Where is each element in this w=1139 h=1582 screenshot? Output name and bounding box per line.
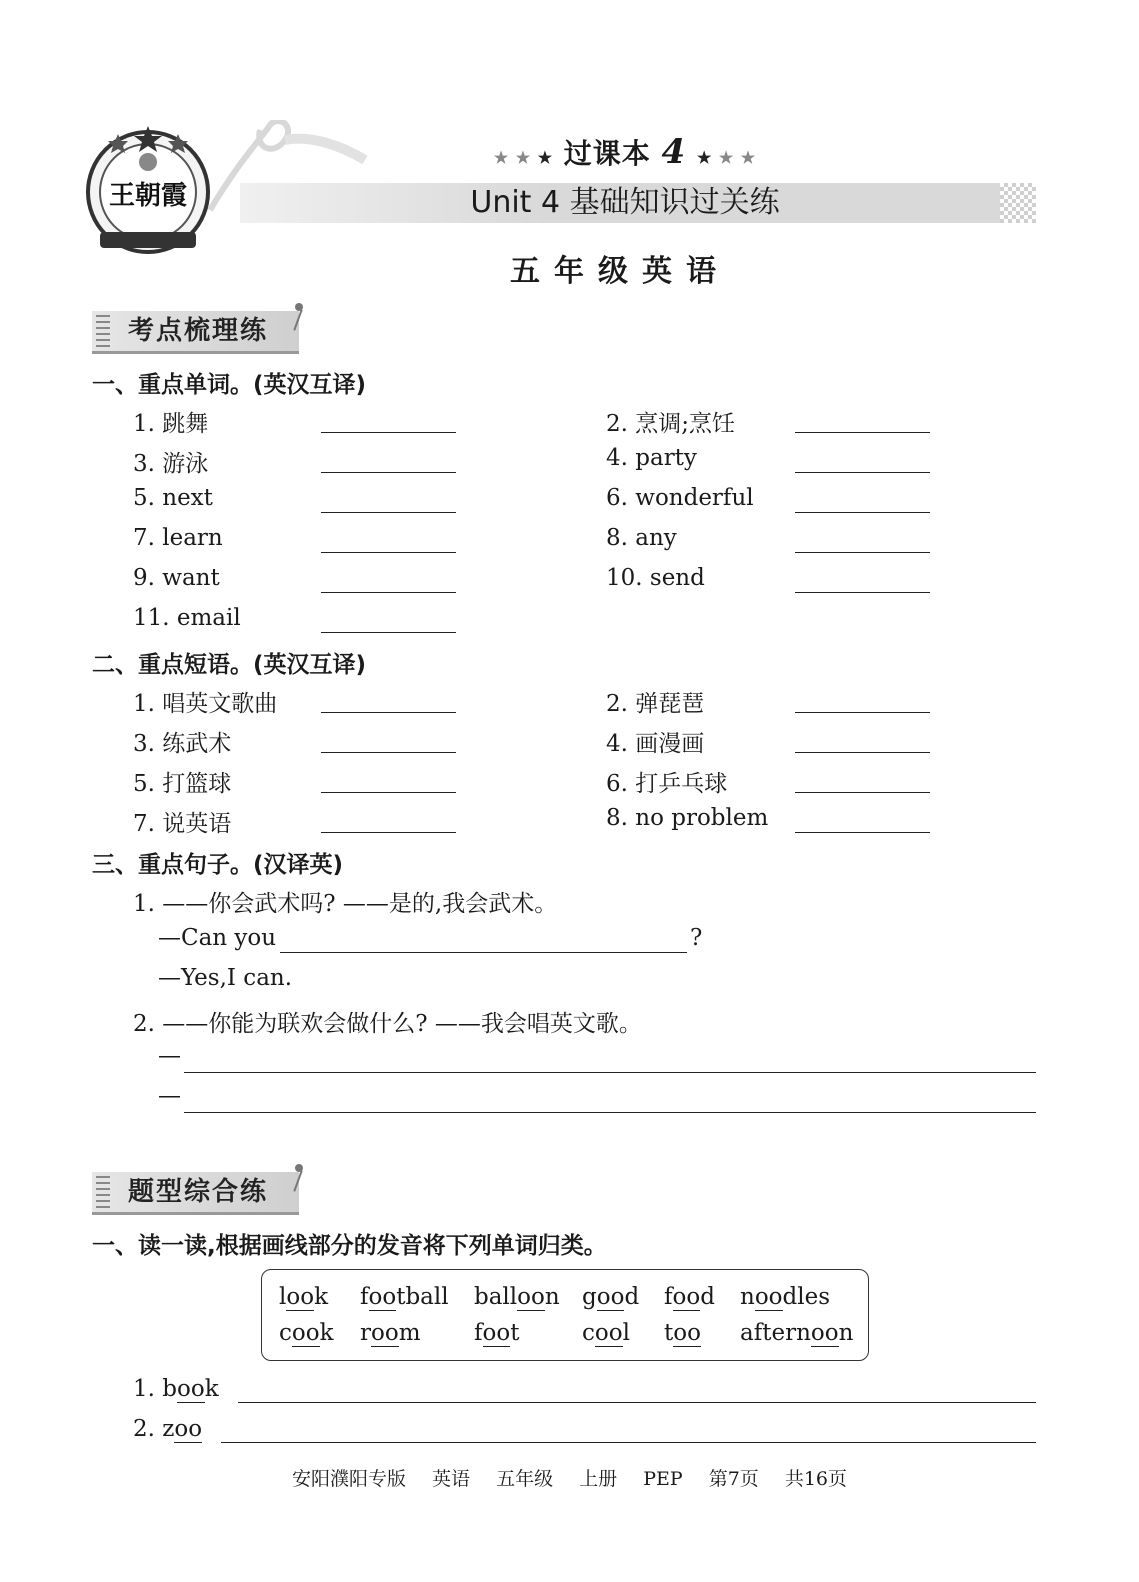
sentence-prompt: 2. ——你能为联欢会做什么? ——我会唱英文歌。 (133, 1011, 642, 1037)
subject-title: 五年级英语 (510, 254, 730, 289)
word-food: food (664, 1284, 715, 1310)
word-cool: cool (582, 1320, 630, 1346)
phrase-item: 6. 打乒乓球 (606, 771, 728, 797)
answer-blank[interactable] (321, 552, 456, 553)
footer-volume: 上册 (579, 1468, 618, 1490)
word-foot: foot (474, 1320, 520, 1346)
lesson-badge: ★ ★ ★ 过课本 4 ★ ★ ★ (493, 132, 757, 172)
answer-blank[interactable] (321, 472, 456, 473)
pin-icon (295, 303, 303, 311)
category-book: 1. book (133, 1376, 219, 1402)
answer-blank[interactable] (795, 552, 930, 553)
answer-blank[interactable] (795, 432, 930, 433)
word-too: too (664, 1320, 701, 1346)
unit-title: Unit 4 基础知识过关练 (470, 185, 780, 220)
word-cook: cook (279, 1320, 334, 1346)
footer-subject: 英语 (432, 1468, 471, 1490)
footer-total: 共16页 (784, 1468, 848, 1490)
phrase-item: 3. 练武术 (133, 731, 232, 757)
sentence-prompt: 1. ——你会武术吗? ——是的,我会武术。 (133, 891, 558, 917)
answer-blank[interactable] (321, 792, 456, 793)
pin-icon (295, 1164, 303, 1172)
sentence-suffix: ? (690, 925, 703, 951)
answer-blank[interactable] (321, 592, 456, 593)
phrase-item: 8. no problem (606, 805, 769, 831)
section-label-text: 题型综合练 (128, 1177, 269, 1207)
badge-number: 4 (661, 132, 687, 172)
phrase-item: 4. 画漫画 (606, 731, 705, 757)
answer-blank[interactable] (321, 832, 456, 833)
page-footer (0, 1464, 1139, 1491)
word-item: 3. 游泳 (133, 451, 209, 477)
word-balloon: balloon (474, 1284, 560, 1310)
word-good: good (582, 1284, 640, 1310)
answer-blank[interactable] (321, 752, 456, 753)
question-heading-phrases: 二、重点短语。(英汉互译) (92, 652, 367, 678)
logo-text: 王朝霞 (108, 181, 188, 211)
question-heading-words: 一、重点单词。(英汉互译) (92, 372, 367, 398)
answer-blank[interactable] (321, 632, 456, 633)
word-item: 9. want (133, 565, 220, 591)
dash-mark: — (158, 1043, 181, 1069)
answer-line[interactable] (221, 1442, 1036, 1443)
footer-grade: 五年级 (496, 1468, 554, 1490)
phrase-item: 5. 打篮球 (133, 771, 232, 797)
banner-checker-decoration (1000, 183, 1036, 223)
word-item: 11. email (133, 605, 241, 631)
word-item: 6. wonderful (606, 485, 754, 511)
sentence-answer: —Yes,I can. (158, 965, 293, 991)
answer-blank[interactable] (321, 712, 456, 713)
sentence-prefix: —Can you (158, 925, 277, 951)
footer-edition: 安阳濮阳专版 (291, 1468, 406, 1490)
answer-blank[interactable] (321, 432, 456, 433)
word-item: 10. send (606, 565, 705, 591)
phrase-item: 2. 弹琵琶 (606, 691, 705, 717)
word-room: room (360, 1320, 421, 1346)
phrase-item: 7. 说英语 (133, 811, 232, 837)
category-zoo: 2. zoo (133, 1416, 203, 1442)
word-item: 5. next (133, 485, 213, 511)
answer-blank[interactable] (280, 952, 687, 953)
footer-publisher: PEP (643, 1468, 683, 1490)
question-heading-classify: 一、读一读,根据画线部分的发音将下列单词归类。 (92, 1233, 607, 1259)
section-label-review (92, 311, 299, 354)
answer-blank[interactable] (795, 752, 930, 753)
answer-blank[interactable] (795, 472, 930, 473)
word-item: 1. 跳舞 (133, 411, 209, 437)
badge-prefix: 过课本 (563, 137, 651, 170)
answer-line[interactable] (238, 1402, 1036, 1403)
word-item: 2. 烹调;烹饪 (606, 411, 736, 437)
section-label-practice (92, 1172, 299, 1215)
answer-blank[interactable] (795, 712, 930, 713)
answer-blank[interactable] (321, 512, 456, 513)
word-look: look (279, 1284, 328, 1310)
word-item: 7. learn (133, 525, 223, 551)
answer-blank[interactable] (795, 592, 930, 593)
answer-blank[interactable] (795, 832, 930, 833)
dash-mark: — (158, 1083, 181, 1109)
word-box (261, 1269, 869, 1361)
word-item: 4. party (606, 445, 697, 471)
publisher-logo (78, 120, 218, 260)
answer-blank[interactable] (795, 792, 930, 793)
phrase-item: 1. 唱英文歌曲 (133, 691, 278, 717)
footer-page: 第7页 (708, 1468, 759, 1490)
word-afternoon: afternoon (740, 1320, 854, 1346)
answer-line[interactable] (184, 1112, 1036, 1113)
answer-line[interactable] (184, 1072, 1036, 1073)
question-heading-sentences: 三、重点句子。(汉译英) (92, 852, 344, 878)
section-label-text: 考点梳理练 (128, 316, 269, 346)
word-football: football (360, 1284, 449, 1310)
answer-blank[interactable] (795, 512, 930, 513)
word-item: 8. any (606, 525, 677, 551)
word-noodles: noodles (740, 1284, 831, 1310)
